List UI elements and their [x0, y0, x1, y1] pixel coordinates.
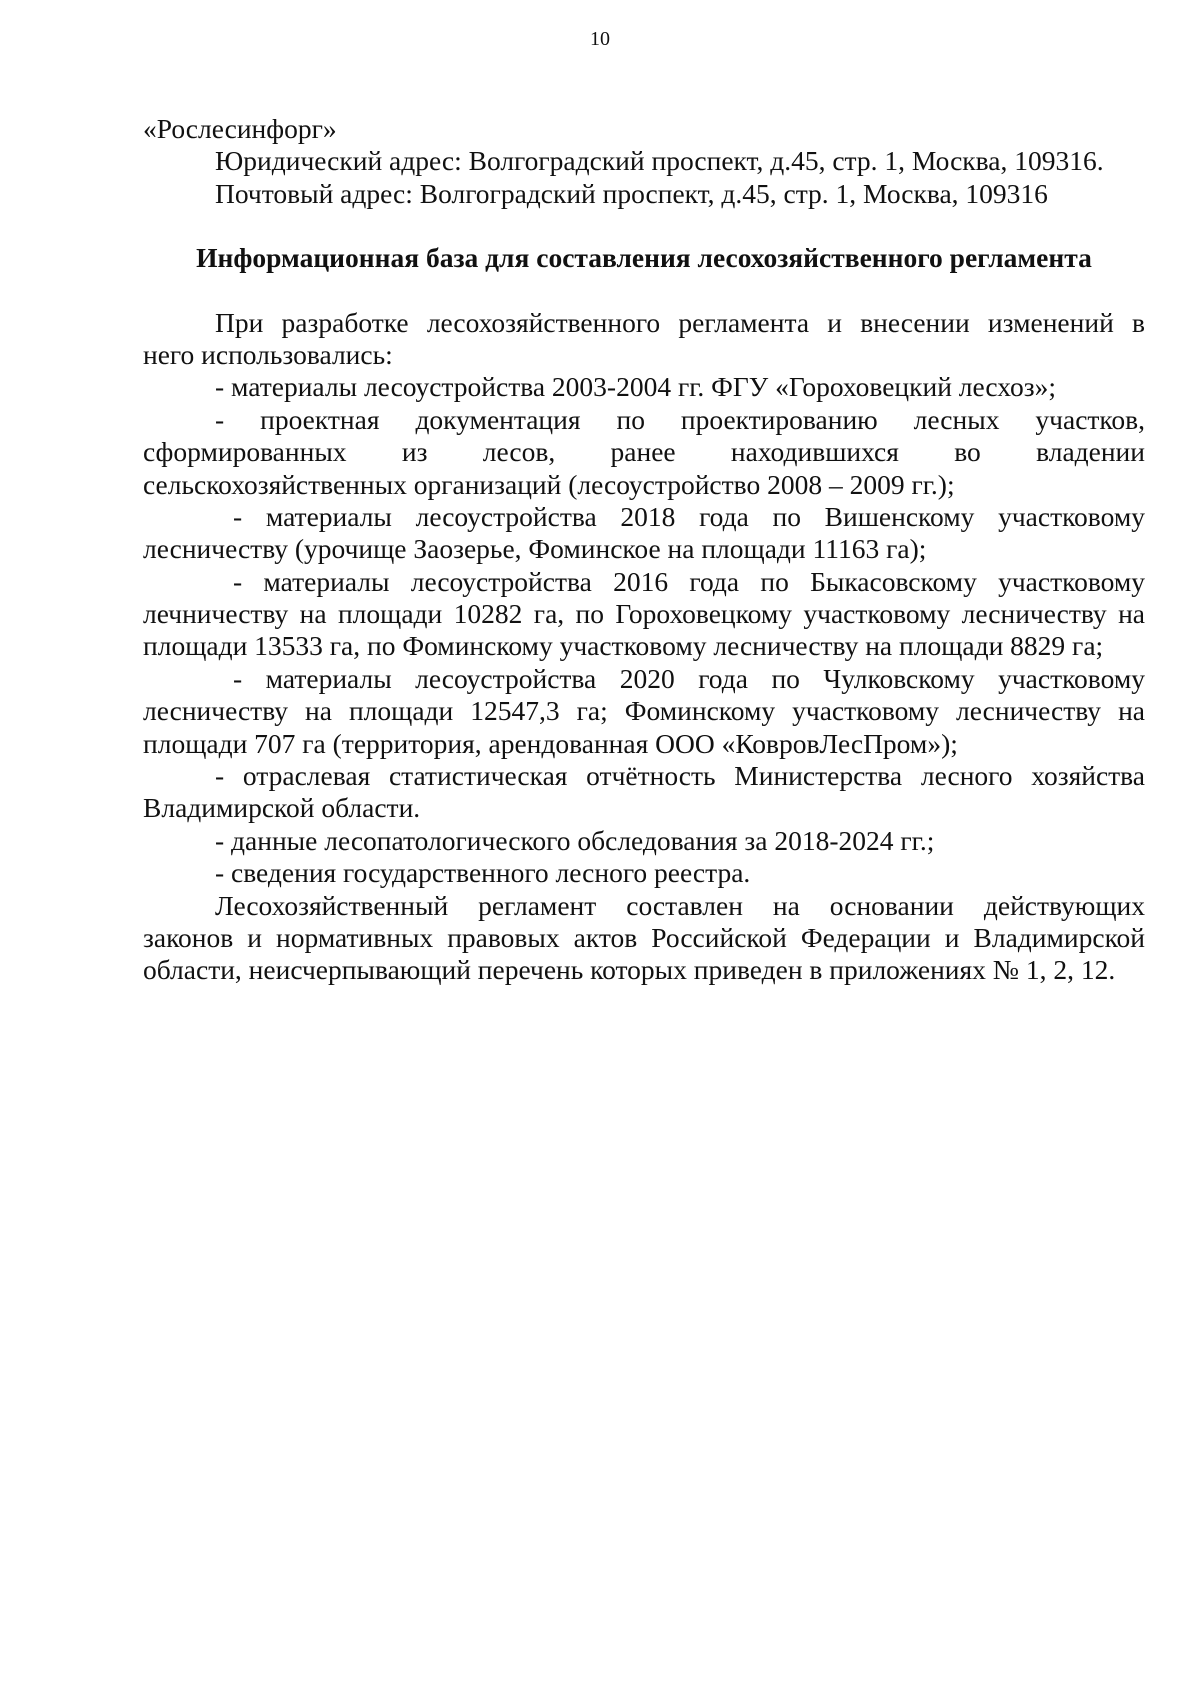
list-item [143, 857, 1145, 889]
text-line: - отраслевая статистическая отчётность Министерства лесного хозяйства [215, 760, 1145, 792]
text-line: Лесохозяйственный регламент составлен на основании действующих [215, 889, 1145, 921]
list-item [143, 663, 1145, 760]
text-line: области, неисчерпывающий перечень которых приведен в приложениях № 1, 2, 12. [143, 954, 1116, 986]
text-line: сформированных из лесов, ранее находившихся во владении [143, 436, 1145, 468]
list-item [143, 371, 1145, 403]
text-line: - данные лесопатологического обследования за 2018-2024 гг.; [215, 824, 935, 856]
text-line: - материалы лесоустройства 2018 года по Вишенскому участковому [233, 500, 1145, 532]
document-body [143, 113, 1145, 987]
text-line: Владимирской области. [143, 792, 421, 824]
text-line: - сведения государственного лесного реестра. [215, 857, 751, 889]
list-item [143, 825, 1145, 857]
text-line: площади 707 га (территория, арендованная ООО «КовровЛесПром»); [143, 727, 958, 759]
text-line: сельскохозяйственных организаций (лесоустройство 2008 – 2009 гг.); [143, 468, 955, 500]
text-line: площади 13533 га, по Фоминскому участковому лесничеству на площади 8829 га; [143, 630, 1104, 662]
text-line: - материалы лесоустройства 2016 года по Быкасовскому участковому [233, 565, 1145, 597]
section-heading: Информационная база для составления лесохозяйственного регламента [196, 242, 1092, 274]
text-line: лечничеству на площади 10282 га, по Гороховецкому участковому лесничеству на [143, 598, 1145, 630]
legal-address: Юридический адрес: Волгоградский проспект, д.45, стр. 1, Москва, 109316. [215, 145, 1104, 177]
list-item [143, 760, 1145, 825]
postal-address: Почтовый адрес: Волгоградский проспект, д.45, стр. 1, Москва, 109316 [215, 177, 1048, 209]
list-item [143, 404, 1145, 501]
org-name: «Рослесинфорг» [143, 113, 337, 144]
text-line: - проектная документация по проектированию лесных участков, [215, 403, 1145, 435]
text-line: законов и нормативных правовых актов Российской Федерации и Владимирской [143, 921, 1145, 953]
section-content [143, 307, 1145, 987]
page-number: 10 [590, 28, 610, 50]
conclusion-paragraph [143, 890, 1145, 987]
text-line: лесничеству на площади 12547,3 га; Фоминскому участковому лесничеству на [143, 695, 1145, 727]
text-line: При разработке лесохозяйственного регламента и внесении изменений в [215, 306, 1145, 338]
text-line: него использовались: [143, 338, 393, 370]
list-item [143, 501, 1145, 566]
text-line: лесничеству (урочище Заозерье, Фоминское на площади 11163 га); [143, 533, 927, 565]
list-item [143, 566, 1145, 663]
text-line: - материалы лесоустройства 2020 года по Чулковскому участковому [233, 662, 1145, 694]
intro-paragraph [143, 307, 1145, 372]
text-line: - материалы лесоустройства 2003-2004 гг. ФГУ «Гороховецкий лесхоз»; [215, 371, 1056, 403]
